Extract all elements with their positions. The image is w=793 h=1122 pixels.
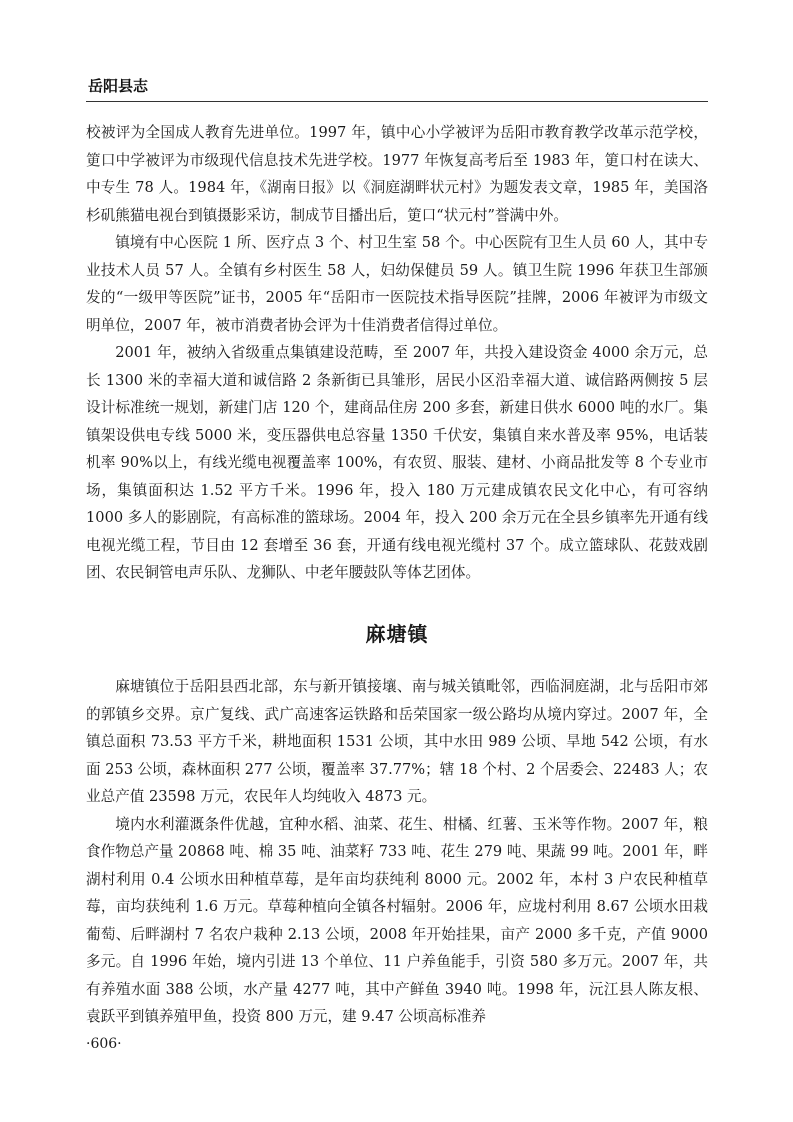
body-text-bottom [86, 673, 708, 1031]
body-text-top [86, 119, 708, 587]
paragraph-continued: 校被评为全国成人教育先进单位。1997 年，镇中心小学被评为岳阳市教育教学改革示范学校，筻口中学被评为市级现代信息技术先进学校。1977 年恢复高考后至 1983 年，筻口村在读大、中专生 78 人。1984 年，《湖南日报》以《洞庭湖畔状元村》为题发表文章，1985 年，美国洛杉矶熊猫电视台到镇摄影采访，制成节目播出后，筻口“状元村”誉满中外。 [86, 124, 708, 224]
header-divider [86, 101, 708, 102]
section-title: 麻塘镇 [365, 622, 429, 646]
page-number: ·606· [86, 1036, 122, 1052]
paragraph-overview: 麻塘镇位于岳阳县西北部，东与新开镇接壤、南与城关镇毗邻，西临洞庭湖，北与岳阳市郊的郭镇乡交界。京广复线、武广高速客运铁路和岳荣国家一级公路均从境内穿过。2007 年，全镇总面积 73.53 平方千米，耕地面积 1531 公顷，其中水田 989 公顷、旱地 542 公顷，有水面 253 公顷，森林面积 277 公顷，覆盖率 37.77%；辖 18 个村、2 个居委会、22483 人；农业总产值 23598 万元，农民年人均纯收入 4873 元。 [86, 678, 708, 805]
running-header-title: 岳阳县志 [88, 77, 149, 95]
paragraph-health: 镇境有中心医院 1 所、医疗点 3 个、村卫生室 58 个。中心医院有卫生人员 60 人，其中专业技术人员 57 人。全镇有乡村医生 58 人，妇幼保健员 59 人。镇卫生院 1996 年获卫生部颁发的“一级甲等医院”证书，2005 年“岳阳市一医院技术指导医院”挂牌，2006 年被评为市级文明单位，2007 年，被市消费者协会评为十佳消费者信得过单位。 [86, 234, 708, 334]
paragraph-agriculture: 境内水利灌溉条件优越，宜种水稻、油菜、花生、柑橘、红薯、玉米等作物。2007 年，粮食作物总产量 20868 吨、棉 35 吨、油菜籽 733 吨、花生 279 吨、果蔬 99 吨。2001 年，畔湖村利用 0.4 公顷水田种植草莓，是年亩均获纯利 8000 元。2002 年，本村 3 户农民种植草莓，亩均获纯利 1.6 万元。草莓种植向全镇各村辐射。2006 年，应垅村利用 8.67 公顷水田栽葡萄、后畔湖村 7 名农户栽种 2.13 公顷，2008 年开始挂果，亩产 2000 多千克，产值 9000 多元。自 1996 年始，境内引进 13 个单位、11 户养鱼能手，引资 580 多万元。2007 年，共有养殖水面 388 公顷，水产量 4277 吨，其中产鲜鱼 3940 吨。1998 年，沅江县人陈友根、袁跃平到镇养殖甲鱼，投资 800 万元，建 9.47 公顷高标准养 [86, 815, 708, 1025]
paragraph-town-construction: 2001 年，被纳入省级重点集镇建设范畴，至 2007 年，共投入建设资金 4000 余万元，总长 1300 米的幸福大道和诚信路 2 条新街已具雏形，居民小区沿幸福大道、诚信路两侧按 5 层设计标准统一规划，新建门店 120 个，建商品住房 200 多套，新建日供水 6000 吨的水厂。集镇架设供电专线 5000 米，变压器供电总容量 1350 千伏安，集镇自来水普及率 95%，电话装机率 90%以上，有线光缆电视覆盖率 100%，有农贸、服装、建材、小商品批发等 8 个专业市场，集镇面积达 1.52 平方千米。1996 年，投入 180 万元建成镇农民文化中心，有可容纳 1000 多人的影剧院，有高标准的篮球场。2004 年，投入 200 余万元在全县乡镇率先开通有线电视光缆工程，节目由 12 套增至 36 套，开通有线电视光缆村 37 个。成立篮球队、花鼓戏剧团、农民铜管电声乐队、龙狮队、中老年腰鼓队等体艺团体。 [86, 344, 708, 581]
